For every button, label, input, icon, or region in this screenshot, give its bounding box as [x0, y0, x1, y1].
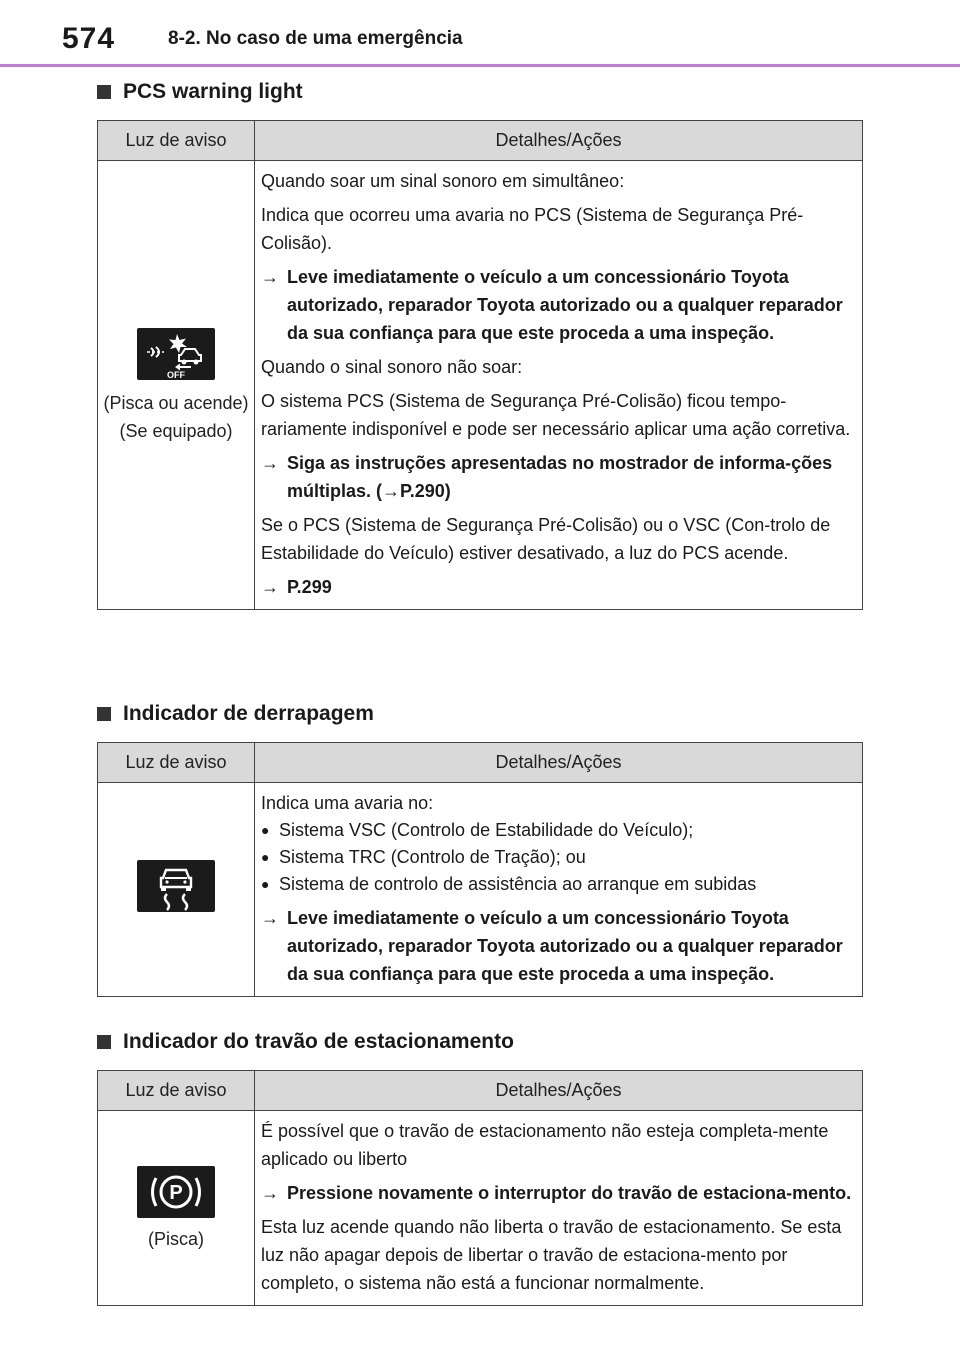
light-note: (Pisca ou acende) — [103, 393, 249, 413]
list-item-text: Sistema TRC (Controlo de Tração); ou — [279, 847, 586, 867]
action-text: Pressione novamente o interruptor do travão de estaciona-mento. — [287, 1183, 852, 1203]
col-header-light: Luz de aviso — [98, 1071, 255, 1111]
col-header-details: Detalhes/Ações — [255, 121, 863, 161]
table-row — [98, 1111, 863, 1306]
chapter-title: 8-2. No caso de uma emergência — [168, 28, 463, 49]
section-heading-text: PCS warning light — [123, 80, 303, 103]
detail-paragraph: Indica que ocorreu uma avaria no PCS (Sistema de Segurança Pré-Colisão). — [261, 205, 804, 253]
slip-indicator-table — [97, 742, 863, 997]
detail-paragraph: Indica uma avaria no: — [261, 793, 434, 813]
arrow-icon: → — [261, 1183, 279, 1203]
detail-paragraph: O sistema PCS (Sistema de Segurança Pré-Colisão) ficou tempo-rariamente indisponível e pode ser necessário aplicar uma ação corretiva. — [261, 391, 851, 439]
heading-square-icon — [97, 1035, 111, 1049]
bullet-icon: ● — [261, 876, 270, 892]
detail-action — [261, 904, 856, 988]
light-cell — [98, 161, 255, 610]
list-item — [261, 817, 856, 844]
detail-action — [261, 573, 856, 601]
list-item-text: Sistema VSC (Controlo de Estabilidade do Veículo); — [279, 820, 694, 840]
parking-brake-icon — [137, 1166, 215, 1218]
arrow-icon: → — [261, 453, 279, 473]
header-rule — [0, 64, 960, 67]
table-header-row — [98, 121, 863, 161]
col-header-light: Luz de aviso — [98, 121, 255, 161]
action-text: Leve imediatamente o veículo a um concessionário Toyota autorizado, reparador Toyota autorizado ou a qualquer reparador da sua confiança para que este proceda a uma inspeção. — [287, 267, 843, 343]
col-header-details: Detalhes/Ações — [255, 1071, 863, 1111]
details-cell — [255, 161, 863, 610]
section-heading-parking-brake — [97, 1030, 514, 1054]
light-note: (Se equipado) — [119, 421, 233, 441]
section-heading-slip — [97, 702, 374, 726]
heading-square-icon — [97, 85, 111, 99]
heading-square-icon — [97, 707, 111, 721]
section-heading-text: Indicador de derrapagem — [123, 702, 374, 725]
col-header-light: Luz de aviso — [98, 743, 255, 783]
pcs-off-icon — [137, 328, 215, 380]
detail-paragraph: Quando o sinal sonoro não soar: — [261, 357, 523, 377]
table-header-row — [98, 743, 863, 783]
arrow-icon: → — [261, 908, 279, 928]
section-heading-text: Indicador do travão de estacionamento — [123, 1030, 514, 1053]
detail-paragraph: Esta luz acende quando não liberta o travão de estacionamento. Se esta luz não apagar depois de libertar o travão de estaciona-mento por completo, o sistema não está a funcionar normalmente. — [261, 1217, 842, 1293]
parking-label: P — [169, 1182, 183, 1204]
col-header-details: Detalhes/Ações — [255, 743, 863, 783]
list-item — [261, 871, 856, 898]
bullet-icon: ● — [261, 822, 270, 838]
table-row — [98, 161, 863, 610]
detail-paragraph: Quando soar um sinal sonoro em simultâneo: — [261, 171, 625, 191]
action-text: Leve imediatamente o veículo a um concessionário Toyota autorizado, reparador Toyota autorizado ou a qualquer reparador da sua confiança para que este proceda a uma inspeção. — [287, 908, 843, 984]
bullet-icon: ● — [261, 849, 270, 865]
table-header-row — [98, 1071, 863, 1111]
arrow-icon: → — [261, 577, 279, 597]
list-item-text: Sistema de controlo de assistência ao arranque em subidas — [279, 874, 757, 894]
detail-action — [261, 1179, 856, 1207]
detail-paragraph: Se o PCS (Sistema de Segurança Pré-Colisão) ou o VSC (Con-trolo de Estabilidade do Veículo) estiver desativado, a luz do PCS acende. — [261, 515, 831, 563]
page-reference-link[interactable]: P.299 — [287, 577, 332, 597]
details-cell — [255, 1111, 863, 1306]
table-row — [98, 783, 863, 997]
page-number: 574 — [62, 22, 116, 55]
detail-paragraph: É possível que o travão de estacionamento não esteja completa-mente aplicado ou liberto — [261, 1121, 829, 1169]
detail-action — [261, 263, 856, 347]
pcs-warning-table — [97, 120, 863, 610]
details-cell — [255, 783, 863, 997]
parking-brake-table — [97, 1070, 863, 1306]
arrow-icon: → — [261, 267, 279, 287]
light-note: (Pisca) — [147, 1229, 204, 1249]
light-cell — [98, 783, 255, 997]
pcs-off-label: OFF — [167, 370, 185, 380]
slip-indicator-icon — [137, 860, 215, 912]
action-text: Siga as instruções apresentadas no mostrador de informa-ções múltiplas. (→P.290) — [287, 453, 833, 501]
detail-action — [261, 449, 856, 505]
page-header — [0, 0, 960, 70]
list-item — [261, 844, 856, 871]
section-heading-pcs — [97, 80, 303, 104]
light-cell — [98, 1111, 255, 1306]
